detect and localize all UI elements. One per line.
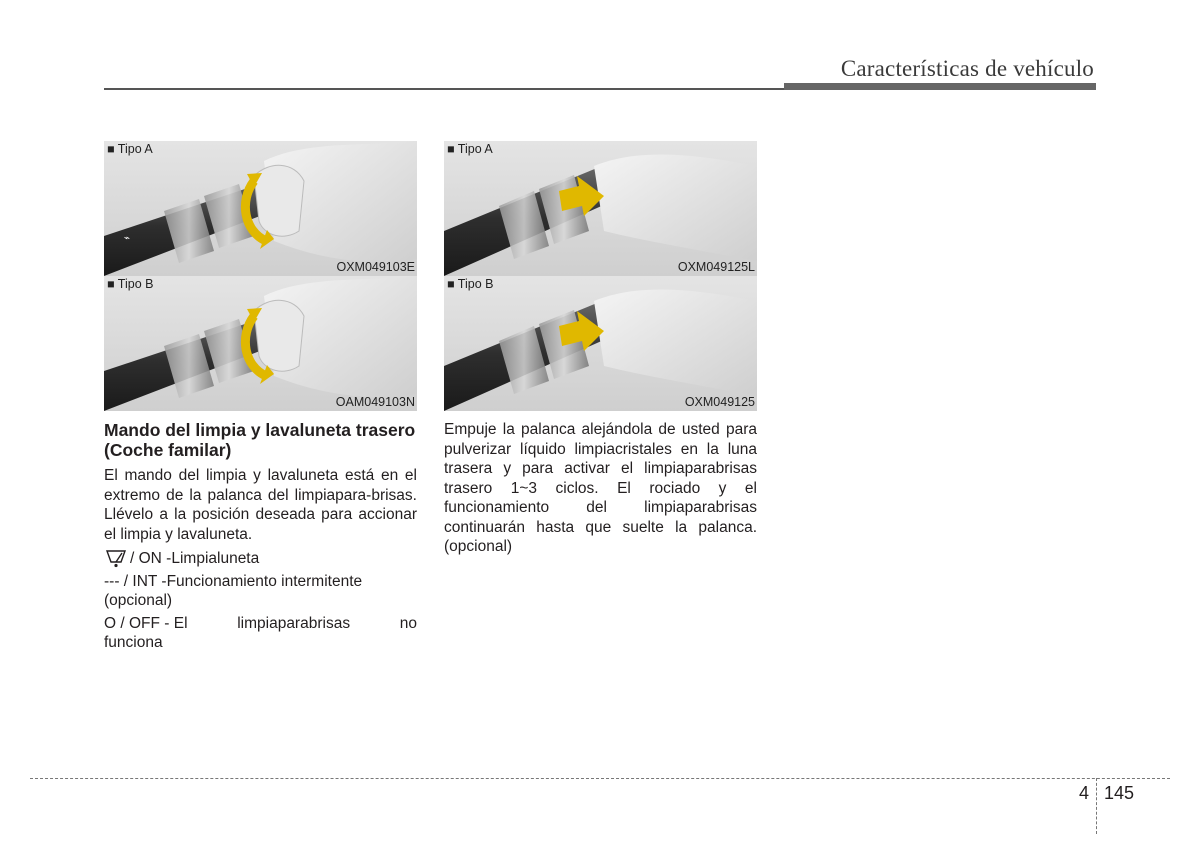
figure-code: OXM049103E — [336, 260, 415, 274]
switch-position-list — [104, 548, 417, 652]
figure-type-b-push — [444, 276, 757, 411]
list-item-continuation: (opcional) — [104, 592, 173, 609]
list-item-text: El limpiaparabrisas no — [173, 615, 417, 632]
footer-rule — [30, 778, 1170, 779]
list-item — [104, 548, 417, 568]
stalk-illustration — [104, 276, 417, 411]
list-item-symbol: --- / INT - — [104, 573, 167, 590]
right-column — [444, 420, 757, 557]
figure-label: ■ Tipo B — [447, 277, 494, 291]
figure-code: OXM049125 — [684, 395, 755, 409]
header-rule — [104, 88, 784, 90]
left-column — [104, 420, 417, 656]
figure-code: OAM049103N — [335, 395, 415, 409]
list-item-symbol: / ON - — [130, 549, 172, 567]
footer-divider — [1096, 778, 1097, 834]
list-item-text: Limpialuneta — [171, 549, 260, 567]
list-item-symbol: O / OFF - — [104, 615, 174, 632]
svg-text:⌁: ⌁ — [124, 233, 131, 244]
stalk-illustration — [444, 141, 757, 276]
push-description-paragraph: Empuje la palanca alejándola de usted para pulverizar líquido limpiacristales en la luna trasera y para activar el limpiaparabrisas trasero 1~3 ciclos. El rociado y el funcionamiento del limpiaparabrisas continuarán hasta que suelte la palanca. (opcional) — [444, 421, 757, 555]
figure-type-a-push — [444, 141, 757, 276]
rear-wiper-icon — [104, 548, 130, 568]
page-header-title: Características de vehículo — [840, 56, 1094, 81]
header-rule-accent — [784, 83, 1096, 90]
section-heading: Mando del limpia y lavaluneta trasero (Coche familar) — [104, 420, 416, 460]
page-number: 145 — [1104, 783, 1135, 803]
figure-code: OXM049125L — [677, 260, 755, 274]
stalk-illustration — [444, 276, 757, 411]
intro-paragraph: El mando del limpia y lavaluneta está en el extremo de la palanca del limpiapara-brisas. Llévelo a la posición deseada para accionar el limpia y lavaluneta. — [104, 467, 417, 543]
list-item-text: Funcionamiento intermitente — [166, 573, 363, 590]
figure-type-a-rotate — [104, 141, 417, 276]
figure-label: ■ Tipo A — [107, 142, 153, 156]
figure-type-b-rotate — [104, 276, 417, 411]
list-item — [104, 614, 417, 652]
list-item-continuation: funciona — [104, 634, 163, 651]
stalk-illustration — [104, 141, 417, 276]
chapter-number: 4 — [1079, 783, 1090, 803]
figure-label: ■ Tipo A — [447, 142, 493, 156]
list-item — [104, 572, 417, 610]
figure-label: ■ Tipo B — [107, 277, 154, 291]
